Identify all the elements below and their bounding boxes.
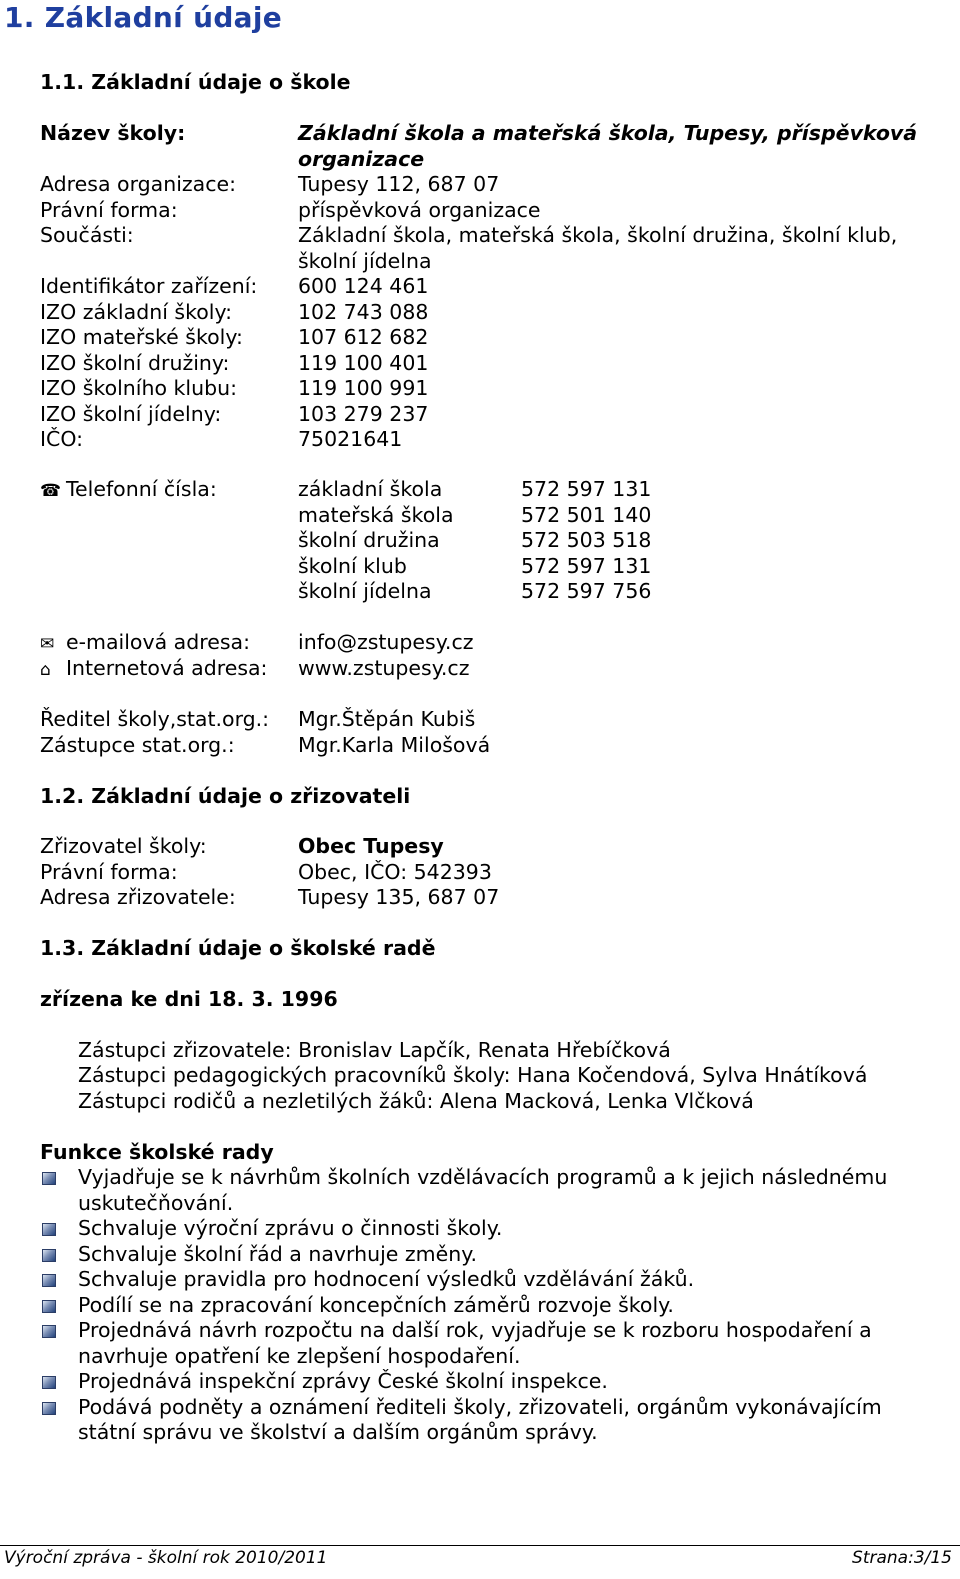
council-established: zřízena ke dni 18. 3. 1996 — [40, 987, 338, 1011]
bullet-icon — [42, 1325, 56, 1338]
field-value: Základní škola, mateřská škola, školní družina, školní klub, — [298, 223, 898, 247]
function-text: Vyjadřuje se k návrhům školních vzdělávacích programů a k jejich následnému uskutečňování. — [78, 1165, 888, 1215]
field-value: 107 612 682 — [298, 325, 429, 349]
bullet-icon — [42, 1172, 56, 1185]
field-value: 119 100 991 — [298, 376, 429, 400]
section-title-council: 1.3. Základní údaje o školské radě — [40, 936, 436, 960]
school-name-label: Název školy: — [40, 121, 186, 145]
email-label: e-mailová adresa: — [66, 630, 250, 654]
director-label: Ředitel školy,stat.org.: — [40, 707, 270, 731]
bullet-icon — [42, 1223, 56, 1236]
list-item — [40, 1293, 920, 1319]
list-item — [40, 1165, 920, 1216]
field-value: 75021641 — [298, 427, 403, 451]
phone-name: školní družina — [298, 528, 440, 552]
section-title-founder: 1.2. Základní údaje o zřizovateli — [40, 784, 411, 808]
school-name-line1: Základní škola a mateřská škola, Tupesy, příspěvková — [298, 121, 918, 145]
footer-rule — [0, 1545, 960, 1546]
bullet-icon — [42, 1274, 56, 1287]
phone-number: 572 597 756 — [521, 579, 652, 603]
field-label: Identifikátor zařízení: — [40, 274, 258, 298]
field-value: 119 100 401 — [298, 350, 429, 375]
function-text: Podílí se na zpracování koncepčních záměrů rozvoje školy. — [78, 1292, 674, 1317]
phone-number: 572 503 518 — [521, 528, 652, 552]
phone-name: školní jídelna — [298, 579, 432, 603]
web-label: Internetová adresa: — [66, 656, 268, 680]
bullet-icon — [42, 1376, 56, 1389]
field-label: IZO školní družiny: — [40, 350, 230, 375]
list-item — [40, 1242, 920, 1268]
web-label-wrap — [40, 656, 267, 684]
phone-number: 572 501 140 — [521, 502, 652, 527]
phone-icon: ☎ — [40, 481, 62, 501]
phone-name: základní škola — [298, 477, 443, 501]
footer-page-number: Strana:3/15 — [852, 1548, 952, 1568]
field-label: IZO základní školy: — [40, 299, 233, 324]
council-member-line: Zástupci zřizovatele: Bronislav Lapčík, Renata Hřebíčková — [78, 1038, 671, 1062]
list-item — [40, 1267, 920, 1293]
field-label: IČO: — [40, 427, 84, 451]
field-label: Adresa organizace: — [40, 172, 237, 196]
founder-legal-label: Právní forma: — [40, 860, 178, 884]
function-text: Schvaluje školní řád a navrhuje změny. — [78, 1241, 477, 1266]
functions-title: Funkce školské rady — [40, 1140, 274, 1164]
bullet-icon — [42, 1402, 56, 1415]
founder-address-label: Adresa zřizovatele: — [40, 885, 236, 909]
web-icon: ⌂ — [40, 660, 51, 680]
field-label: Právní forma: — [40, 197, 178, 222]
phone-name: mateřská škola — [298, 502, 454, 527]
deputy-value: Mgr.Karla Milošová — [298, 733, 491, 757]
field-label: IZO školního klubu: — [40, 376, 238, 400]
section-title-school: 1.1. Základní údaje o škole — [40, 70, 351, 94]
field-value: 102 743 088 — [298, 299, 429, 324]
council-member-line: Zástupci rodičů a nezletilých žáků: Alena Macková, Lenka Vlčková — [78, 1089, 754, 1113]
footer-left: Výroční zpráva - školní rok 2010/2011 — [4, 1548, 328, 1568]
phone-number: 572 597 131 — [521, 477, 652, 501]
council-member-line: Zástupci pedagogických pracovníků školy: Hana Kočendová, Sylva Hnátíková — [78, 1063, 868, 1087]
founder-label: Zřizovatel školy: — [40, 834, 207, 858]
field-value: příspěvková organizace — [298, 197, 541, 222]
functions-list — [40, 1165, 920, 1446]
phone-name: školní klub — [298, 553, 407, 578]
founder-address-value: Tupesy 135, 687 07 — [298, 885, 500, 909]
list-item — [40, 1395, 920, 1446]
function-text: Podává podněty a oznámení řediteli školy, zřizovateli, orgánům vykonávajícím státní správu ve školství a dalším orgánům správy. — [78, 1394, 882, 1444]
founder-legal-value: Obec, IČO: 542393 — [298, 860, 492, 884]
footer — [0, 1547, 960, 1569]
mail-icon: ✉ — [40, 634, 55, 654]
bullet-icon — [42, 1249, 56, 1262]
field-value: 103 279 237 — [298, 401, 429, 426]
phones-label: Telefonní čísla: — [66, 477, 217, 501]
function-text: Projednává inspekční zprávy České školní inspekce. — [78, 1369, 608, 1393]
director-value: Mgr.Štěpán Kubiš — [298, 707, 476, 731]
deputy-label: Zástupce stat.org.: — [40, 733, 235, 757]
email-label-wrap — [40, 630, 250, 658]
field-label: Součásti: — [40, 223, 134, 247]
list-item — [40, 1318, 920, 1369]
function-text: Schvaluje pravidla pro hodnocení výsledků vzdělávání žáků. — [78, 1267, 695, 1291]
web-link[interactable]: www.zstupesy.cz — [298, 656, 470, 680]
field-label: IZO školní jídelny: — [40, 401, 222, 426]
function-text: Projednává návrh rozpočtu na další rok, vyjadřuje se k rozboru hospodaření a navrhuje opatření ke zlepšení hospodaření. — [78, 1318, 872, 1368]
function-text: Schvaluje výroční zprávu o činnosti školy. — [78, 1216, 503, 1240]
list-item — [40, 1216, 920, 1242]
list-item — [40, 1369, 920, 1395]
page-heading: 1. Základní údaje — [4, 1, 283, 34]
bullet-icon — [42, 1300, 56, 1313]
email-link[interactable]: info@zstupesy.cz — [298, 630, 474, 654]
field-value: školní jídelna — [298, 248, 432, 273]
founder-value: Obec Tupesy — [298, 834, 444, 858]
field-value: Tupesy 112, 687 07 — [298, 172, 500, 196]
school-name-line2: organizace — [298, 147, 425, 171]
phone-number: 572 597 131 — [521, 553, 652, 578]
field-value: 600 124 461 — [298, 274, 429, 298]
field-label: IZO mateřské školy: — [40, 325, 243, 349]
phones-label-wrap — [40, 477, 217, 505]
